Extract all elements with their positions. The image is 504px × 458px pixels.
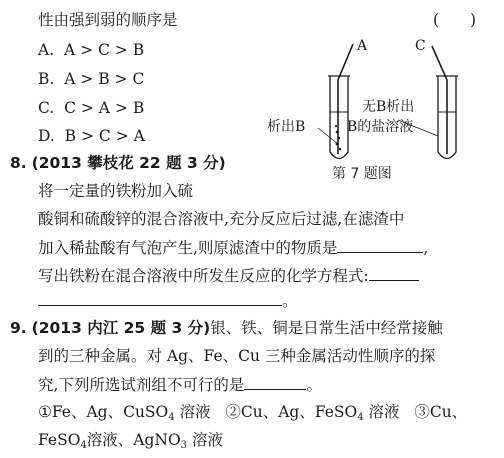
q8-line5	[38, 290, 298, 311]
q8-line4	[38, 265, 419, 286]
q7-stem: 性由强到弱的顺序是	[38, 11, 178, 29]
q9-source: (2013 内江 25 题 3 分)	[31, 319, 211, 337]
option-letter: A.	[38, 41, 55, 59]
option-letter: C.	[38, 99, 55, 117]
q7-option-d	[38, 126, 145, 146]
q9-choice-1: ①Fe、Ag、CuSO$_4$ 溶液	[38, 403, 211, 423]
metal-strip-c	[432, 46, 447, 154]
q9-answer-blank	[244, 374, 306, 390]
left-test-tube	[330, 76, 348, 159]
q7-answer-paren: ( )	[433, 11, 477, 29]
q8-line4-text: 写出铁粉在混合溶液中所发生反应的化学方程式:	[38, 267, 369, 285]
q8-number: 8.	[10, 154, 27, 172]
q8-answer-blank-2a	[369, 265, 419, 281]
q9-number: 9.	[10, 319, 27, 337]
q9-line3-end: 。	[306, 376, 322, 394]
figure-label-b-deposited: 析出B	[267, 119, 306, 135]
q7-option-a	[38, 40, 144, 60]
q9-line1	[10, 318, 443, 338]
option-text: A > C > B	[63, 41, 145, 59]
figure-label-no-b: 无B析出	[362, 99, 415, 115]
option-text: C > A > B	[64, 99, 145, 117]
q9-line3-text: 究,下列所选试剂组不可行的是	[38, 376, 245, 394]
figure-label-c: C	[415, 38, 426, 54]
q8-line3: 加入稀盐酸有气泡产生,则原滤渣中的物质是 ,	[38, 239, 429, 257]
q8-answer-blank-2b	[38, 290, 282, 306]
q8-line1: 将一定量的铁粉加入硫	[38, 182, 194, 200]
q9-choices-line	[38, 402, 467, 428]
q8-line2: 酸铜和硫酸锌的混合溶液中,充分反应后过滤,在滤渣中	[38, 210, 405, 228]
q7-option-b	[38, 69, 144, 89]
q8-header	[10, 153, 226, 173]
option-letter: D.	[38, 127, 55, 145]
q7-option-c	[38, 98, 144, 118]
metal-strip-a	[338, 44, 353, 154]
figure-label-b-salt-solution: B的盐溶液	[347, 119, 414, 135]
q9-line3	[38, 374, 322, 395]
figure-label-a: A	[357, 38, 368, 54]
option-text: A > B > C	[64, 70, 145, 88]
q9-line1-text: 银、铁、铜是日常生活中经常接触	[210, 319, 443, 337]
q9-choice-3-cont: FeSO$_4$溶液、AgNO$_3$ 溶液	[38, 431, 223, 451]
q9-line2: 到的三种金属。对 Ag、Fe、Cu 三种金属活动性顺序的探	[38, 347, 436, 365]
q8-source: (2013 攀枝花 22 题 3 分)	[31, 154, 226, 172]
q8-line3-text: 加入稀盐酸有气泡产生,则原滤渣中的物质是	[38, 239, 338, 257]
option-text: B > C > A	[64, 127, 145, 145]
figure-caption: 第 7 题图	[332, 166, 392, 182]
q9-choice-2: ②Cu、Ag、FeSO$_4$ 溶液	[225, 403, 400, 423]
leader-left	[318, 128, 338, 144]
q8-answer-blank-1	[337, 237, 423, 253]
option-letter: B.	[38, 70, 55, 88]
q9-choice-3: ③Cu、	[414, 403, 468, 421]
q8-end-mark: 。	[282, 292, 298, 310]
